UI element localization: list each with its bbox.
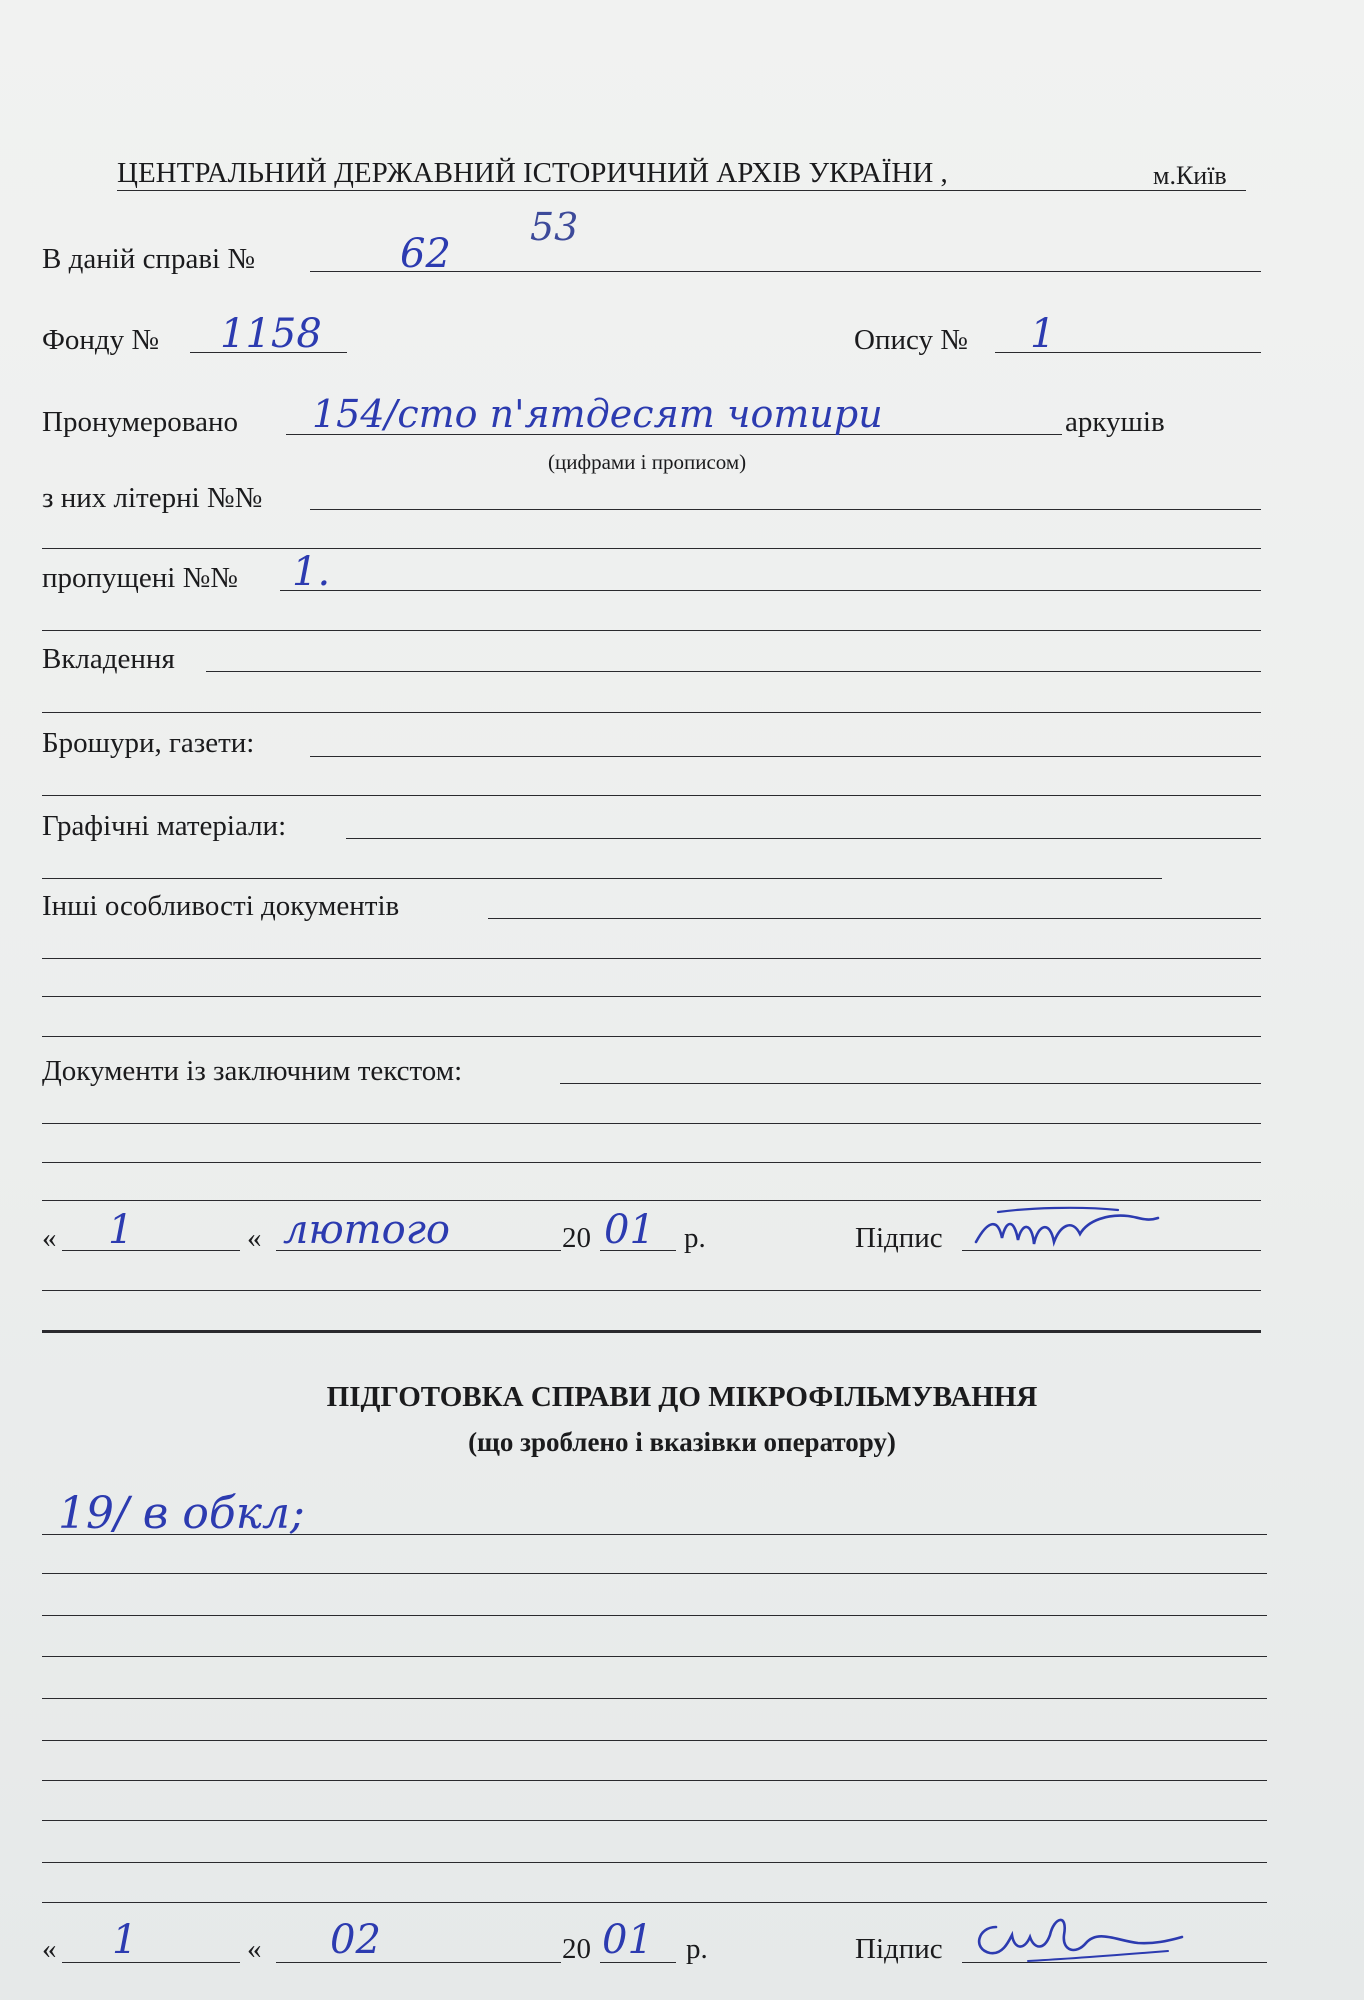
fond-value: 1158 — [220, 311, 322, 357]
section2-title: ПІДГОТОВКА СПРАВИ ДО МІКРОФІЛЬМУВАННЯ — [326, 1381, 1038, 1413]
date2-signature — [968, 1905, 1188, 1965]
date2-day-line — [62, 1962, 240, 1963]
skipped-label: пропущені №№ — [42, 562, 238, 594]
archive-city: м.Київ — [1153, 161, 1227, 190]
date1-year: 01 — [604, 1207, 655, 1253]
other-line-4 — [42, 1036, 1261, 1037]
note-line-10 — [42, 1902, 1267, 1903]
final-text-label: Документи із заключним текстом: — [42, 1055, 463, 1087]
attachments-line — [206, 671, 1261, 672]
note-line-1 — [42, 1534, 1267, 1535]
numbered-label: Пронумеровано — [42, 406, 239, 438]
section-divider — [42, 1330, 1261, 1333]
skipped-line-2 — [42, 630, 1261, 631]
graphic-label: Графічні матеріали: — [42, 810, 287, 842]
date2-month-line — [276, 1962, 561, 1963]
other-line-3 — [42, 996, 1261, 997]
case-line — [310, 271, 1261, 272]
header-underline — [117, 190, 1246, 191]
date1-open-quote: « — [42, 1222, 57, 1254]
note-line-4 — [42, 1656, 1267, 1657]
archive-title: ЦЕНТРАЛЬНИЙ ДЕРЖАВНИЙ ІСТОРИЧНИЙ АРХІВ УКРАЇНИ , — [117, 157, 948, 189]
date2-year-suffix: р. — [686, 1933, 708, 1965]
brochures-label: Брошури, газети: — [42, 727, 255, 759]
date1-year-prefix: 20 — [562, 1222, 591, 1254]
date2-signature-label: Підпис — [855, 1933, 943, 1965]
date1-day-line — [62, 1250, 240, 1251]
liter-line-2 — [42, 548, 1261, 549]
note-line-5 — [42, 1698, 1267, 1699]
date1-signature-label: Підпис — [855, 1222, 943, 1254]
opys-value: 1 — [1030, 311, 1056, 357]
section2-note: 19/ в обкл; — [58, 1488, 305, 1539]
opys-label: Опису № — [854, 324, 968, 356]
fond-label: Фонду № — [42, 324, 160, 356]
section2-subtitle: (що зроблено і вказівки оператору) — [468, 1427, 896, 1457]
case-value-alt: 53 — [530, 205, 579, 249]
graphic-line — [346, 838, 1261, 839]
date1-year-suffix: р. — [684, 1222, 706, 1254]
case-value: 62 — [400, 231, 451, 277]
numbered-suffix: аркушів — [1065, 406, 1165, 438]
numbered-hint: (цифрами і прописом) — [548, 450, 747, 474]
graphic-line-2 — [42, 878, 1162, 879]
date2-month: 02 — [330, 1917, 381, 1963]
note-line-9 — [42, 1862, 1267, 1863]
date1-bottom-line — [42, 1290, 1261, 1291]
note-line-8 — [42, 1820, 1267, 1821]
skipped-line — [280, 590, 1261, 591]
liter-line — [310, 509, 1261, 510]
date2-mid-quote: « — [247, 1933, 262, 1965]
attachments-line-2 — [42, 712, 1261, 713]
brochures-line — [310, 756, 1261, 757]
date1-month: лютого — [283, 1207, 450, 1253]
case-label: В даній справі № — [42, 243, 255, 275]
note-line-6 — [42, 1740, 1267, 1741]
attachments-label: Вкладення — [42, 643, 175, 675]
date2-open-quote: « — [42, 1933, 57, 1965]
date2-day: 1 — [112, 1917, 138, 1963]
final-text-line — [560, 1083, 1261, 1084]
skipped-value: 1. — [292, 549, 331, 595]
numbered-value: 154/сто п'ятдесят чотири — [312, 392, 883, 436]
date1-mid-quote: « — [247, 1222, 262, 1254]
date1-signature — [968, 1200, 1168, 1260]
liter-label: з них літерні №№ — [42, 482, 263, 514]
brochures-line-2 — [42, 795, 1261, 796]
note-line-2 — [42, 1573, 1267, 1574]
date1-day: 1 — [108, 1207, 134, 1253]
final-text-line-2 — [42, 1123, 1261, 1124]
date2-year: 01 — [602, 1917, 653, 1963]
other-line — [488, 918, 1261, 919]
note-line-3 — [42, 1615, 1267, 1616]
note-line-7 — [42, 1780, 1267, 1781]
date2-year-prefix: 20 — [562, 1933, 591, 1965]
other-line-2 — [42, 958, 1261, 959]
final-text-line-3 — [42, 1162, 1261, 1163]
other-label: Інші особливості документів — [42, 890, 400, 922]
